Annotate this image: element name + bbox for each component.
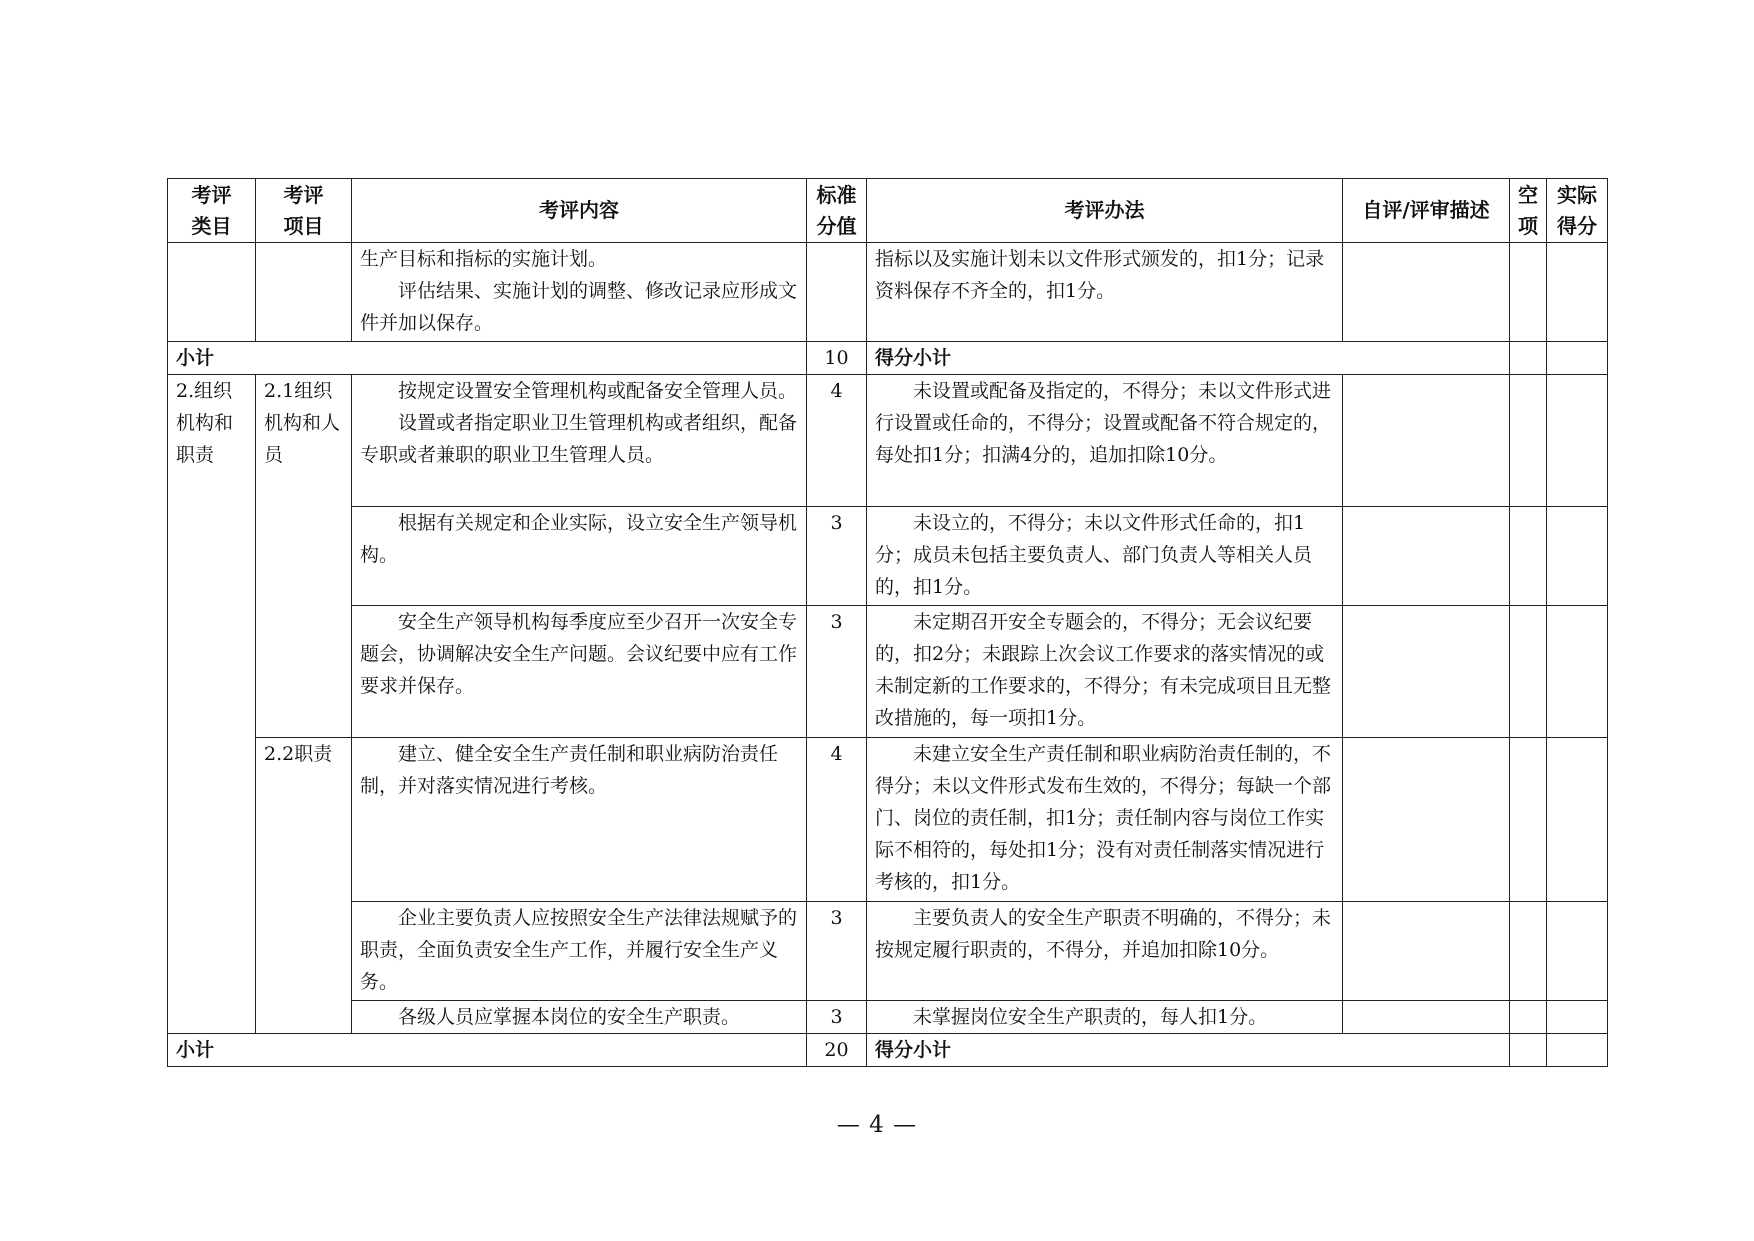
subtotal-score: 10 bbox=[807, 342, 867, 375]
self-review-cell[interactable] bbox=[1343, 243, 1510, 342]
method-cell bbox=[867, 375, 1343, 507]
item-label: 2.2职责 bbox=[256, 738, 352, 1034]
subtotal-score: 20 bbox=[807, 1034, 867, 1067]
score-cell: 3 bbox=[807, 902, 867, 1001]
item-cell-empty bbox=[256, 243, 352, 342]
content-paragraph: 设置或者指定职业卫生管理机构或者组织，配备专职或者兼职的职业卫生管理人员。 bbox=[360, 412, 798, 466]
blank-cell[interactable] bbox=[1510, 375, 1547, 507]
content-cell bbox=[352, 507, 807, 606]
method-paragraph: 未定期召开安全专题会的，不得分；无会议纪要的，扣2分；未跟踪上次会议工作要求的落实情况的或未制定新的工作要求的，不得分；有未完成项目且无整改措施的，每一项扣1分。 bbox=[875, 611, 1332, 729]
item-label: 2.1组织机构和人员 bbox=[256, 375, 352, 738]
category-cell-empty bbox=[168, 243, 256, 342]
content-paragraph: 按规定设置安全管理机构或配备安全管理人员。 bbox=[398, 380, 798, 402]
criteria-row bbox=[168, 738, 1608, 902]
header-blank: 空 项 bbox=[1510, 179, 1547, 243]
criteria-row bbox=[168, 902, 1608, 1001]
continued-row bbox=[168, 243, 1608, 342]
blank-cell[interactable] bbox=[1510, 606, 1547, 738]
content-cell bbox=[352, 902, 807, 1001]
subtotal-label: 小计 bbox=[168, 1034, 807, 1067]
actual-score-cell[interactable] bbox=[1547, 738, 1608, 902]
content-cell bbox=[352, 738, 807, 902]
content-paragraph: 评估结果、实施计划的调整、修改记录应形成文件并加以保存。 bbox=[360, 280, 798, 334]
header-actual: 实际 得分 bbox=[1547, 179, 1608, 243]
actual-score-cell[interactable] bbox=[1547, 243, 1608, 342]
blank-cell[interactable] bbox=[1510, 902, 1547, 1001]
header-method: 考评办法 bbox=[867, 179, 1343, 243]
method-paragraph: 未建立安全生产责任制和职业病防治责任制的，不得分；未以文件形式发布生效的，不得分；每缺一个部门、岗位的责任制，扣1分；责任制内容与岗位工作实际不相符的，每处扣1分；没有对责任制落实情况进行考核的，扣1分。 bbox=[875, 743, 1332, 893]
method-cell bbox=[867, 243, 1343, 342]
self-review-cell[interactable] bbox=[1343, 902, 1510, 1001]
content-paragraph: 安全生产领导机构每季度应至少召开一次安全专题会，协调解决安全生产问题。会议纪要中应有工作要求并保存。 bbox=[360, 611, 798, 697]
actual-score-cell[interactable] bbox=[1547, 1034, 1608, 1067]
subtotal-method-label: 得分小计 bbox=[867, 1034, 1510, 1067]
blank-cell[interactable] bbox=[1510, 738, 1547, 902]
method-cell bbox=[867, 507, 1343, 606]
criteria-row bbox=[168, 375, 1608, 507]
subtotal-method-label: 得分小计 bbox=[867, 342, 1510, 375]
content-paragraph: 建立、健全安全生产责任制和职业病防治责任制，并对落实情况进行考核。 bbox=[360, 743, 779, 797]
criteria-row bbox=[168, 507, 1608, 606]
subtotal-row bbox=[168, 342, 1608, 375]
score-cell: 3 bbox=[807, 507, 867, 606]
content-paragraph: 根据有关规定和企业实际，设立安全生产领导机构。 bbox=[360, 512, 798, 566]
subtotal-label: 小计 bbox=[168, 342, 807, 375]
actual-score-cell[interactable] bbox=[1547, 375, 1608, 507]
method-paragraph: 未设置或配备及指定的，不得分；未以文件形式进行设置或任命的，不得分；设置或配备不符合规定的，每处扣1分；扣满4分的，追加扣除10分。 bbox=[875, 380, 1332, 466]
blank-cell[interactable] bbox=[1510, 243, 1547, 342]
content-line: 生产目标和指标的实施计划。 bbox=[360, 248, 608, 270]
method-cell bbox=[867, 902, 1343, 1001]
criteria-row bbox=[168, 606, 1608, 738]
header-item: 考评 项目 bbox=[256, 179, 352, 243]
method-paragraph: 指标以及实施计划未以文件形式颁发的，扣1分；记录资料保存不齐全的，扣1分。 bbox=[875, 248, 1325, 302]
blank-cell[interactable] bbox=[1510, 342, 1547, 375]
score-cell: 3 bbox=[807, 606, 867, 738]
content-cell bbox=[352, 606, 807, 738]
content-cell bbox=[352, 243, 807, 342]
header-self-review: 自评/评审描述 bbox=[1343, 179, 1510, 243]
header-category: 考评 类目 bbox=[168, 179, 256, 243]
evaluation-table bbox=[167, 178, 1608, 1067]
method-paragraph: 主要负责人的安全生产职责不明确的，不得分；未按规定履行职责的，不得分，并追加扣除10分。 bbox=[875, 907, 1332, 961]
criteria-row bbox=[168, 1001, 1608, 1034]
method-paragraph: 未设立的，不得分；未以文件形式任命的，扣1分；成员未包括主要负责人、部门负责人等相关人员的，扣1分。 bbox=[875, 512, 1313, 598]
content-cell bbox=[352, 375, 807, 507]
self-review-cell[interactable] bbox=[1343, 375, 1510, 507]
actual-score-cell[interactable] bbox=[1547, 606, 1608, 738]
actual-score-cell[interactable] bbox=[1547, 1001, 1608, 1034]
content-paragraph: 各级人员应掌握本岗位的安全生产职责。 bbox=[398, 1006, 741, 1028]
self-review-cell[interactable] bbox=[1343, 738, 1510, 902]
category-label: 2.组织机构和职责 bbox=[168, 375, 256, 1034]
header-content: 考评内容 bbox=[352, 179, 807, 243]
content-paragraph: 企业主要负责人应按照安全生产法律法规赋予的职责，全面负责安全生产工作，并履行安全生产义务。 bbox=[360, 907, 798, 993]
score-cell: 4 bbox=[807, 738, 867, 902]
subtotal-row bbox=[168, 1034, 1608, 1067]
self-review-cell[interactable] bbox=[1343, 606, 1510, 738]
method-cell bbox=[867, 606, 1343, 738]
page-number: — 4 — bbox=[836, 1112, 918, 1138]
content-cell bbox=[352, 1001, 807, 1034]
actual-score-cell[interactable] bbox=[1547, 342, 1608, 375]
self-review-cell[interactable] bbox=[1343, 507, 1510, 606]
actual-score-cell[interactable] bbox=[1547, 902, 1608, 1001]
score-cell bbox=[807, 243, 867, 342]
score-cell: 4 bbox=[807, 375, 867, 507]
self-review-cell[interactable] bbox=[1343, 1001, 1510, 1034]
blank-cell[interactable] bbox=[1510, 1001, 1547, 1034]
header-score: 标准 分值 bbox=[807, 179, 867, 243]
header-row bbox=[168, 179, 1608, 243]
blank-cell[interactable] bbox=[1510, 507, 1547, 606]
score-cell: 3 bbox=[807, 1001, 867, 1034]
blank-cell[interactable] bbox=[1510, 1034, 1547, 1067]
method-cell bbox=[867, 738, 1343, 902]
actual-score-cell[interactable] bbox=[1547, 507, 1608, 606]
method-paragraph: 未掌握岗位安全生产职责的，每人扣1分。 bbox=[913, 1006, 1268, 1028]
method-cell bbox=[867, 1001, 1343, 1034]
